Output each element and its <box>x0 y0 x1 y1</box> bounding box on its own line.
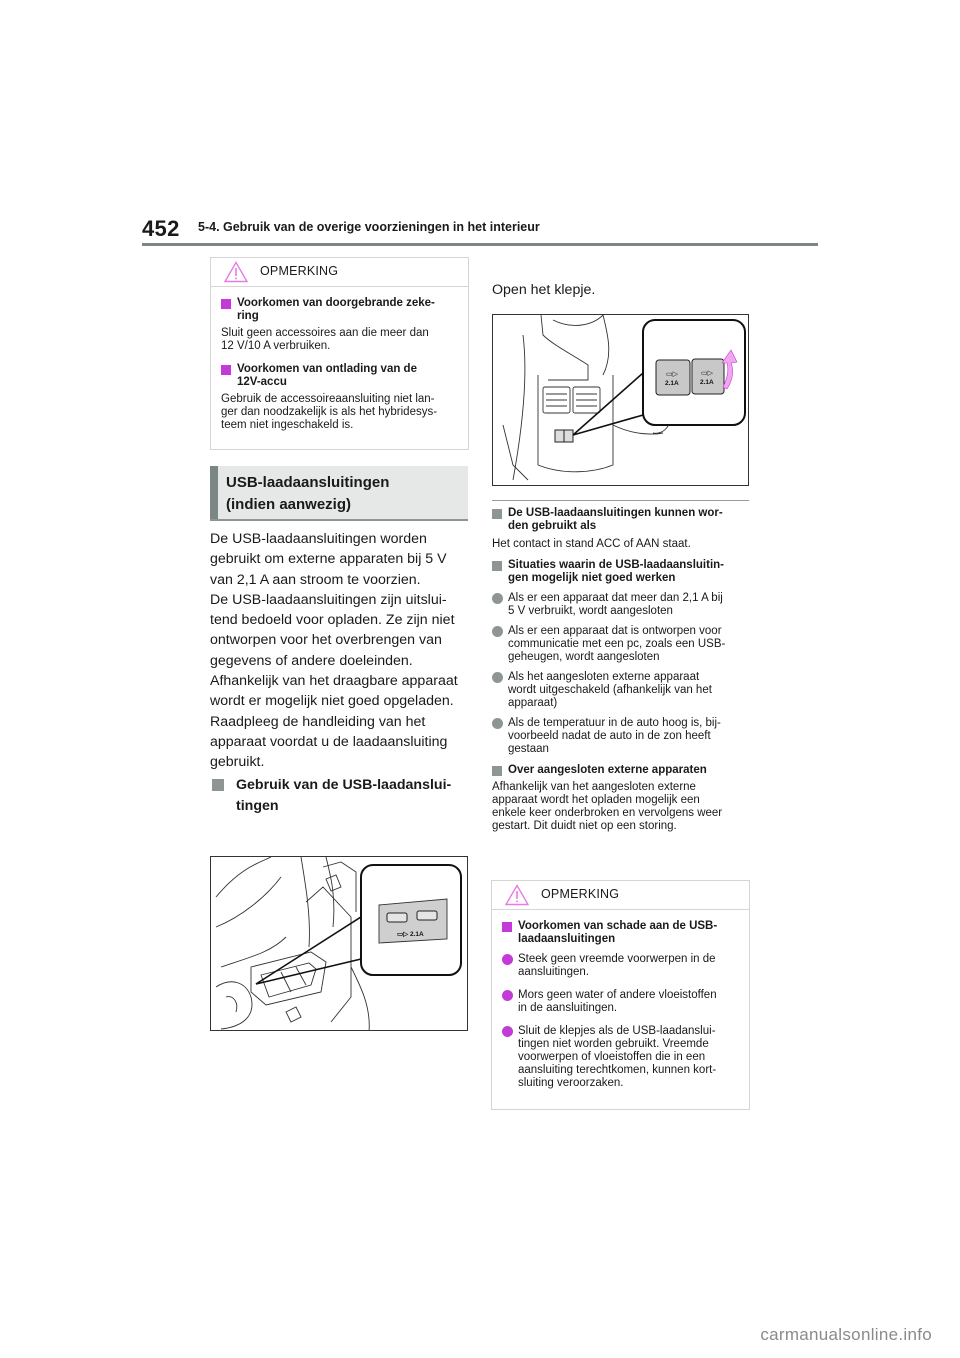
rear-instruction: Open het klepje. <box>492 282 596 298</box>
square-bullet-icon <box>492 561 502 571</box>
square-bullet-icon <box>492 509 502 519</box>
note-text: Afhankelijk van het aangesloten externe apparaat wordt het opladen mogelijk een enkele keer onderbroken en vervolgens weer gestart. Dit duidt niet op een storing. <box>492 781 723 832</box>
list-item: Steek geen vreemde voorwerpen in de aansluitingen. <box>502 953 739 979</box>
rear-usb-figure <box>492 314 749 486</box>
list-item: Mors geen water of andere vloeistoffen in de aansluitingen. <box>502 989 739 1015</box>
notice-subheading: Voorkomen van ontlading van de 12V-accu <box>221 363 458 389</box>
warning-triangle-icon <box>505 884 529 906</box>
section-heading: USB-laadaansluitingen (indien aanwezig) <box>210 466 468 521</box>
console-usb-figure <box>210 856 468 1031</box>
round-bullet-icon <box>492 672 503 683</box>
usage-subheading: Gebruik van de USB-laadanslui- tingen <box>212 775 494 816</box>
notice-text: Sluit geen accessoires aan die meer dan 12 V/10 A verbruiken. <box>221 327 429 352</box>
chapter-title: 5-4. Gebruik van de overige voorzieningen in het interieur <box>198 220 540 234</box>
page-number: 452 <box>142 216 180 241</box>
header-divider <box>142 243 818 246</box>
usb-notes <box>492 500 754 833</box>
round-bullet-icon <box>492 626 503 637</box>
rear-air-vents <box>543 387 600 413</box>
console-illustration <box>211 857 468 1031</box>
notice-subheading: Voorkomen van schade aan de USB- laadaansluitingen <box>502 920 739 946</box>
square-bullet-icon <box>212 779 224 791</box>
svg-text:2.1A: 2.1A <box>665 380 679 387</box>
intro-paragraph: De USB-laadaansluitingen worden gebruikt om externe apparaten bij 5 V van 2,1 A aan stroom te voorzien. De USB-laadaansluitingen zijn uitslui- tend bedoeld voor opladen. Ze zijn niet ontworpen voor het overbrengen van gegevens of andere doeleinden. Afhankelijk van het draagbare apparaat wordt er mogelijk niet goed opgeladen. Raadpleeg de handleiding van het apparaat voordat u de laadaansluiting gebruikt. <box>210 531 458 771</box>
list-item: Als er een apparaat dat meer dan 2,1 A bij 5 V verbruikt, wordt aangesloten <box>492 592 754 618</box>
note-text: Het contact in stand ACC of AAN staat. <box>492 538 691 550</box>
notice-box-usb-damage <box>491 880 750 1110</box>
list-item: Als het aangesloten externe apparaat wordt uitgeschakeld (afhankelijk van het apparaat) <box>492 671 754 710</box>
round-bullet-icon <box>492 593 503 604</box>
round-bullet-icon <box>502 1026 513 1037</box>
svg-text:▭▷ 2.1A: ▭▷ 2.1A <box>397 931 424 938</box>
round-bullet-icon <box>502 990 513 1001</box>
rear-illustration <box>493 315 749 486</box>
notice-text: Gebruik de accessoireaansluiting niet lan- ger dan noodzakelijk is als het hybridesys- teem niet ingeschakeld is. <box>221 393 438 431</box>
notice-subheading: Voorkomen van doorgebrande zeke- ring <box>221 297 458 323</box>
svg-text:▭▷: ▭▷ <box>666 371 678 378</box>
rear-usb-covers <box>656 359 724 395</box>
round-bullet-icon <box>502 954 513 965</box>
note-heading-external-devices: Over aangesloten externe apparaten <box>492 764 754 777</box>
notice-label: OPMERKING <box>541 887 620 901</box>
list-item: Sluit de klepjes als de USB-laadanslui- tingen niet worden gebruikt. Vreemde voorwerpen of vloeistoffen die in een aansluiting terechtkomen, kunnen kort- sluiting veroorzaken. <box>502 1025 739 1090</box>
square-bullet-icon <box>221 365 231 375</box>
square-bullet-icon <box>221 299 231 309</box>
notice-box-fuse <box>210 257 469 450</box>
square-bullet-icon <box>502 922 512 932</box>
notice-header <box>492 881 749 910</box>
warning-triangle-icon <box>224 261 248 283</box>
list-item: Als de temperatuur in de auto hoog is, bij- voorbeeld nadat de auto in de zon heeft gestaan <box>492 717 754 756</box>
square-bullet-icon <box>492 766 502 776</box>
svg-text:▭▷: ▭▷ <box>701 370 713 377</box>
note-heading-when-usable: De USB-laadaansluitingen kunnen wor- den gebruikt als <box>492 507 754 533</box>
list-item: Als er een apparaat dat is ontworpen voor communicatie met een pc, zoals een USB- geheugen, wordt aangesloten <box>492 625 754 664</box>
round-bullet-icon <box>492 718 503 729</box>
section-heading-bar <box>210 466 218 519</box>
notice-label: OPMERKING <box>260 264 339 278</box>
svg-text:2.1A: 2.1A <box>700 379 714 386</box>
watermark-link[interactable]: carmanualsonline.info <box>760 1325 932 1344</box>
notice-header <box>211 258 468 287</box>
usb-port-panel <box>379 899 447 943</box>
note-heading-not-working: Situaties waarin de USB-laadaansluitin- gen mogelijk niet goed werken <box>492 559 754 585</box>
